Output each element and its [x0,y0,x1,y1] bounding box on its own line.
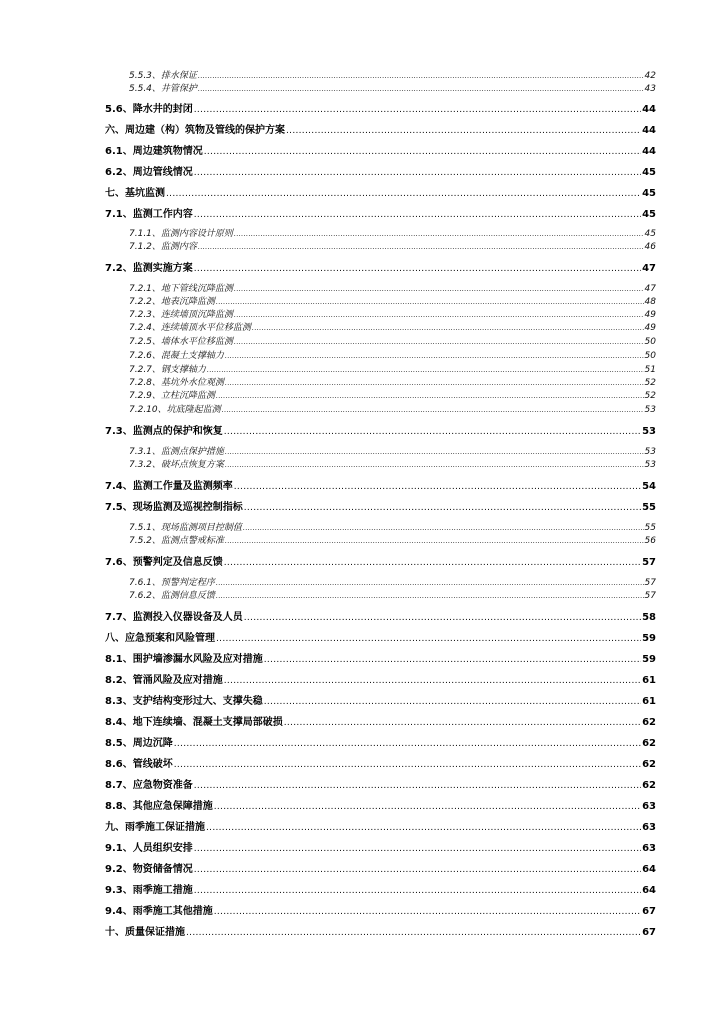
toc-entry-page: 53 [644,460,656,470]
dot-leader [186,926,641,940]
toc-entry-page: 57 [644,578,656,588]
dot-leader [194,863,641,877]
toc-entry-page: 45 [642,209,656,220]
toc-entry-page: 56 [644,536,656,546]
toc-entry[interactable] [129,309,656,321]
dot-leader [198,83,644,95]
dot-leader [234,283,644,295]
toc-entry-page: 52 [644,391,656,401]
toc-entry-label: 九、雨季施工保证措施 [105,822,205,833]
toc-entry-label: 7.2.3、连续墙顶沉降监测 [129,310,233,320]
toc-entry-label: 8.2、管涌风险及应对措施 [105,675,223,686]
toc-entry[interactable] [105,926,656,940]
toc-entry-page: 62 [642,717,656,728]
toc-entry[interactable] [105,208,656,222]
toc-entry-page: 53 [644,447,656,457]
toc-entry-page: 51 [644,365,656,375]
toc-entry-label: 9.1、人员组织安排 [105,843,193,854]
dot-leader [206,821,641,835]
toc-entry-label: 7.2、监测实施方案 [105,263,193,274]
toc-entry[interactable] [129,535,656,547]
dot-leader [225,350,644,362]
dot-leader [216,390,644,402]
toc-entry-label: 7.1、监测工作内容 [105,209,193,220]
toc-entry-page: 63 [642,801,656,812]
toc-entry-page: 62 [642,780,656,791]
dot-leader [252,322,644,334]
dot-leader [286,124,641,138]
dot-leader [222,404,644,416]
toc-entry-page: 63 [642,843,656,854]
toc-entry-label: 7.3.2、破坏点恢复方案 [129,460,224,470]
dot-leader [194,166,641,180]
dot-leader [198,70,644,82]
toc-entry[interactable] [129,590,656,602]
toc-entry-page: 67 [642,927,656,938]
dot-leader [198,241,644,253]
toc-entry-label: 7.2.10、坑底隆起监测 [129,405,221,415]
dot-leader [194,262,641,276]
toc-entry[interactable] [105,425,656,439]
dot-leader [207,364,644,376]
toc-entry[interactable] [129,70,656,82]
toc-entry-page: 55 [644,523,656,533]
toc-entry-page: 45 [644,229,656,239]
toc-entry-label: 5.5.3、排水保证 [129,71,197,81]
dot-leader [216,590,644,602]
dot-leader [194,779,641,793]
toc-entry-label: 7.2.9、立柱沉降监测 [129,391,215,401]
toc-entry[interactable] [105,800,656,814]
toc-entry[interactable] [105,884,656,898]
toc-entry[interactable] [105,556,656,570]
dot-leader [174,737,641,751]
toc-entry-label: 7.2.1、地下管线沉降监测 [129,284,233,294]
toc-entry[interactable] [105,166,656,180]
toc-entry[interactable] [129,350,656,362]
dot-leader [194,103,641,117]
toc-entry[interactable] [105,124,656,138]
toc-entry[interactable] [129,390,656,402]
toc-entry-page: 52 [644,378,656,388]
toc-entry[interactable] [129,296,656,308]
toc-entry[interactable] [129,522,656,534]
toc-entry[interactable] [129,83,656,95]
dot-leader [225,446,644,458]
toc-entry-page: 61 [642,675,656,686]
toc-entry-page: 53 [644,405,656,415]
dot-leader [234,480,641,494]
toc-entry-page: 62 [642,759,656,770]
toc-entry-page: 49 [644,310,656,320]
toc-entry[interactable] [105,103,656,117]
toc-entry-label: 7.6、预警判定及信息反馈 [105,557,223,568]
toc-entry-page: 64 [642,864,656,875]
toc-entry[interactable] [105,716,656,730]
toc-entry[interactable] [105,905,656,919]
dot-leader [216,632,641,646]
toc-entry-label: 7.7、监测投入仪器设备及人员 [105,612,243,623]
toc-entry-label: 8.3、支护结构变形过大、支撑失稳 [105,696,263,707]
toc-entry-label: 7.2.7、钢支撑轴力 [129,365,206,375]
toc-entry[interactable] [105,863,656,877]
toc-entry-label: 7.2.5、墙体水平位移监测 [129,337,233,347]
dot-leader [234,336,644,348]
toc-entry[interactable] [105,632,656,646]
toc-entry-page: 64 [642,885,656,896]
toc-entry[interactable] [105,737,656,751]
dot-leader [174,758,641,772]
toc-entry[interactable] [129,404,656,416]
toc-entry-page: 45 [642,188,656,199]
toc-entry-label: 7.5、现场监测及巡视控制指标 [105,502,243,513]
toc-entry-page: 53 [642,426,656,437]
toc-entry-page: 48 [644,297,656,307]
toc-entry-page: 42 [644,71,656,81]
toc-entry-page: 55 [642,502,656,513]
toc-entry-page: 49 [644,323,656,333]
toc-entry[interactable] [129,377,656,389]
toc-entry-label: 7.3.1、监测点保护措施 [129,447,224,457]
dot-leader [214,800,641,814]
toc-entry[interactable] [129,322,656,334]
dot-leader [225,377,644,389]
dot-leader [244,501,641,515]
toc-entry-label: 8.7、应急物资准备 [105,780,193,791]
toc-entry-page: 54 [642,481,656,492]
toc-entry-label: 6.1、周边建筑物情况 [105,146,203,157]
dot-leader [234,228,644,240]
toc-entry[interactable] [105,480,656,494]
toc-entry[interactable] [129,241,656,253]
dot-leader [284,716,641,730]
toc-entry-label: 7.5.1、现场监测项目控制值 [129,523,242,533]
toc-entry-page: 58 [642,612,656,623]
toc-entry-page: 50 [644,351,656,361]
toc-entry-label: 8.4、地下连续墙、混凝土支撑局部破损 [105,717,283,728]
toc-entry[interactable] [105,674,656,688]
dot-leader [224,674,641,688]
dot-leader [224,556,641,570]
toc-entry[interactable] [105,653,656,667]
toc-entry-page: 62 [642,738,656,749]
dot-leader [194,208,641,222]
dot-leader [243,522,644,534]
toc-entry-label: 7.2.8、基坑外水位观测 [129,378,224,388]
toc-entry[interactable] [105,187,656,201]
dot-leader [234,309,644,321]
toc-entry-page: 47 [642,263,656,274]
toc-entry-label: 7.3、监测点的保护和恢复 [105,426,223,437]
toc-entry[interactable] [129,459,656,471]
toc-entry-label: 8.5、周边沉降 [105,738,173,749]
toc-entry-label: 7.2.6、混凝土支撑轴力 [129,351,224,361]
toc-entry[interactable] [129,446,656,458]
toc-entry-page: 61 [642,696,656,707]
toc-entry-label: 7.1.1、监测内容设计原则 [129,229,233,239]
toc-entry-label: 9.2、物资储备情况 [105,864,193,875]
toc-entry-label: 7.6.2、监测信息反馈 [129,591,215,601]
toc-entry-label: 7.4、监测工作量及监测频率 [105,481,233,492]
toc-entry[interactable] [105,695,656,709]
dot-leader [214,905,641,919]
toc-entry-page: 50 [644,337,656,347]
toc-entry[interactable] [129,283,656,295]
toc-entry-label: 7.5.2、监测点警戒标准 [129,536,224,546]
toc-entry-page: 44 [642,104,656,115]
toc-entry-label: 6.2、周边管线情况 [105,167,193,178]
toc-entry-label: 5.5.4、井管保护 [129,84,197,94]
dot-leader [244,611,641,625]
toc-entry-label: 8.6、管线破坏 [105,759,173,770]
toc-entry[interactable] [105,262,656,276]
toc-entry-page: 57 [642,557,656,568]
toc-entry[interactable] [105,501,656,515]
dot-leader [225,535,644,547]
toc-entry-page: 57 [644,591,656,601]
toc-entry-label: 7.1.2、监测内容 [129,242,197,252]
toc-entry[interactable] [105,821,656,835]
dot-leader [204,145,641,159]
dot-leader [194,842,641,856]
toc-entry-label: 8.1、围护墙渗漏水风险及应对措施 [105,654,263,665]
toc-entry-label: 7.2.4、连续墙顶水平位移监测 [129,323,251,333]
toc-entry-page: 44 [642,146,656,157]
toc-entry-page: 63 [642,822,656,833]
toc-entry-page: 46 [644,242,656,252]
toc-entry-page: 59 [642,633,656,644]
toc-entry-label: 8.8、其他应急保障措施 [105,801,213,812]
toc-entry-label: 7.6.1、预警判定程序 [129,578,215,588]
toc-entry[interactable] [105,758,656,772]
toc-entry-label: 六、周边建（构）筑物及管线的保护方案 [105,125,285,136]
toc-entry-label: 9.3、雨季施工措施 [105,885,193,896]
dot-leader [166,187,641,201]
toc-entry[interactable] [105,842,656,856]
toc-entry[interactable] [105,145,656,159]
toc-entry-page: 43 [644,84,656,94]
toc-entry-page: 45 [642,167,656,178]
toc-entry[interactable] [105,611,656,625]
toc-entry-label: 十、质量保证措施 [105,927,185,938]
dot-leader [225,459,644,471]
toc-entry-page: 59 [642,654,656,665]
toc-entry-label: 八、应急预案和风险管理 [105,633,215,644]
dot-leader [264,653,641,667]
toc-entry-page: 47 [644,284,656,294]
toc-entry-page: 44 [642,125,656,136]
toc-entry-label: 七、基坑监测 [105,188,165,199]
dot-leader [216,577,644,589]
dot-leader [194,884,641,898]
dot-leader [264,695,641,709]
toc-entry-page: 67 [642,906,656,917]
dot-leader [224,425,641,439]
toc-entry-label: 7.2.2、地表沉降监测 [129,297,215,307]
toc-entry-label: 9.4、雨季施工其他措施 [105,906,213,917]
toc-entry[interactable] [129,336,656,348]
toc-entry[interactable] [129,577,656,589]
dot-leader [216,296,644,308]
toc-entry[interactable] [129,364,656,376]
toc-entry[interactable] [105,779,656,793]
toc-entry[interactable] [129,228,656,240]
toc-entry-label: 5.6、降水井的封闭 [105,104,193,115]
